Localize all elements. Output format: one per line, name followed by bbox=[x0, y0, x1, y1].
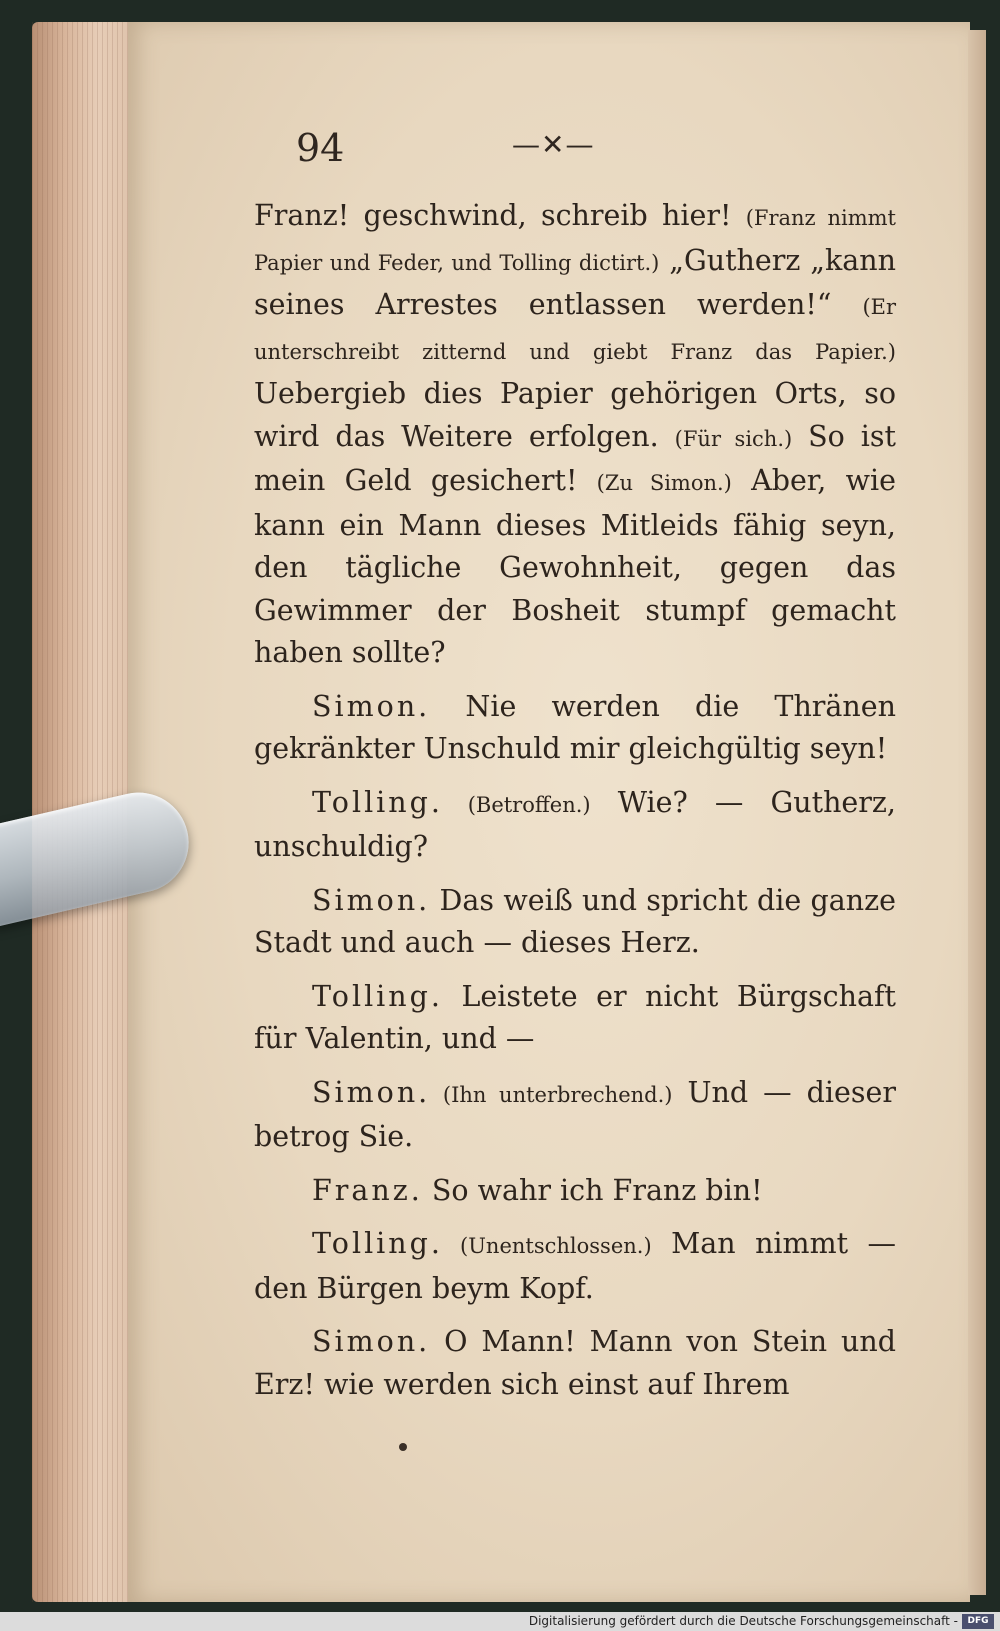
dfg-logo: DFG bbox=[962, 1614, 994, 1629]
stage-direction: (Unentschlossen.) bbox=[442, 1234, 652, 1258]
speaker-name: Franz. bbox=[312, 1173, 423, 1207]
paragraph-2: Simon. Nie werden die Thränen gekränkter Unschuld mir gleichgültig seyn! bbox=[254, 689, 896, 765]
page-text bbox=[254, 195, 896, 1406]
header-ornament: —✕— bbox=[512, 128, 595, 161]
signature-mark bbox=[399, 1443, 407, 1451]
paragraph-4: Simon. Das weiß und spricht die ganze Stadt und auch — dieses Herz. bbox=[254, 883, 896, 959]
stage-direction: (Zu Simon.) bbox=[596, 471, 732, 495]
paragraph-6: Simon. (Ihn unterbrechend.) Und — dieser betrog Sie. bbox=[254, 1075, 896, 1153]
speaker-name: Simon. bbox=[312, 1325, 431, 1358]
paragraph-8: Tolling. (Unentschlossen.) Man nimmt — den Bürgen beym Kopf. bbox=[254, 1227, 896, 1305]
stage-direction: (Franz nimmt Papier und Feder, und Tolling dictirt.) bbox=[254, 206, 896, 275]
speaker-name: Tolling. bbox=[312, 1227, 443, 1260]
speaker-name: Simon. bbox=[312, 689, 431, 723]
stage-direction: (Für sich.) bbox=[674, 426, 793, 451]
paragraph-3: Tolling. (Betroffen.) Wie? — Gutherz, unschuldig? bbox=[254, 785, 896, 863]
speaker-name: Tolling. bbox=[312, 979, 443, 1013]
stage-direction: (Ihn unterbrechend.) bbox=[430, 1082, 673, 1107]
paragraph-9: Simon. O Mann! Mann von Stein und Erz! wie werden sich einst auf Ihrem bbox=[254, 1325, 896, 1401]
speaker-name: Tolling. bbox=[312, 785, 443, 819]
stage-direction: (Betroffen.) bbox=[442, 792, 591, 817]
paragraph-7: Franz. So wahr ich Franz bin! bbox=[312, 1173, 763, 1207]
page-number: 94 bbox=[296, 126, 345, 170]
right-page-edge bbox=[968, 30, 986, 1595]
speaker-name: Simon. bbox=[312, 1075, 431, 1109]
paragraph-5: Tolling. Leistete er nicht Bürgschaft für Valentin, und — bbox=[254, 979, 896, 1055]
digitization-credit: Digitalisierung gefördert durch die Deutsche Forschungsgemeinschaft - bbox=[528, 1614, 958, 1628]
speaker-name: Simon. bbox=[312, 883, 431, 917]
paragraph-1: Franz! geschwind, schreib hier! (Franz nimmt Papier und Feder, und Tolling dictirt.) „Gutherz „kann seines Arrestes entlassen werden!“ (Er unterschreibt zitternd und giebt Franz das Papier.) Uebergieb dies Papier gehörigen Orts, so wird das Weitere erfolgen. (Für sich.) So ist mein Geld gesichert! (Zu Simon.) Aber, wie kann ein Mann dieses Mitleids fähig seyn, den tägliche Gewohnheit, gegen das Gewimmer der Bosheit stumpf gemacht haben sollte? bbox=[254, 199, 896, 669]
stage-direction: (Er unterschreibt zitternd und giebt Franz das Papier.) bbox=[254, 295, 896, 364]
